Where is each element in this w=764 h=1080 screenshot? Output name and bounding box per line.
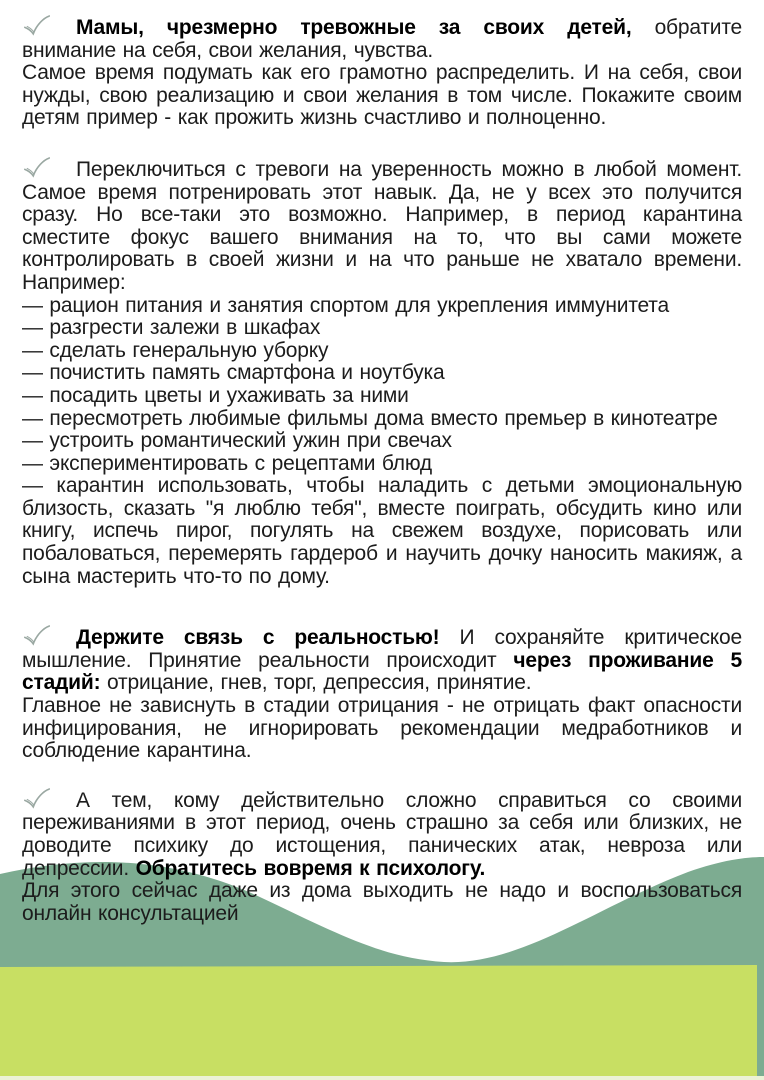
check-icon: [22, 624, 76, 647]
paragraph-moms: [22, 14, 742, 130]
check-icon: [22, 156, 76, 179]
paragraph-psychologist: [22, 787, 742, 926]
reality-bold-stages: через проживание 5 стадий:: [22, 648, 742, 695]
reality-tail: отрицание, гнев, торг, депрессия, принятие.: [100, 671, 532, 695]
check-icon: [22, 14, 76, 37]
psychologist-lead: А тем, кому действительно сложно справиться со своими переживаниями в этот период, очень страшно за себя или близких, не доводите психику до истощения, панических атак, невроза или депрессии.: [22, 788, 742, 880]
list-item: — устроить романтический ужин при свечах: [22, 429, 452, 453]
list-item: — сделать генеральную уборку: [22, 338, 329, 362]
psychologist-lead-bold: Обратитесь вовремя к психологу.: [135, 856, 486, 880]
moms-lead-bold: Мамы, чрезмерно тревожные за своих детей,: [76, 16, 655, 39]
paragraph-switch-focus: [22, 156, 742, 588]
reality-lead-bold: Держите связь с реальностью!: [76, 626, 440, 650]
list-item: — карантин использовать, чтобы наладить с детьми эмоциональную близость, сказать "я люблю тебя", вместе поиграть, обсудить кино или книгу, испечь пирог, погулять на свежем воздухе, порисовать или побаловаться, перемерять гардероб и научить дочку наносить макияж, а сына мастерить что-то по дому.: [22, 474, 742, 588]
switch-intro: Переключиться с тревоги на уверенность можно в любой момент. Самое время потренировать этот навык. Да, не у всех это получится сразу. Но все-таки это возможно. Например, в период карантина сместите фокус вашего внимания на то, что вы сами можете контролировать в своей жизни и на что раньше не хватало времени. Например:: [22, 157, 742, 294]
psychologist-body: Для этого сейчас даже из дома выходить не надо и воспользоваться онлайн консультацией: [22, 879, 742, 925]
list-item: — пересмотреть любимые фильмы дома вместо премьер в кинотеатре: [22, 406, 718, 430]
reality-body: Главное не зависнуть в стадии отрицания - не отрицать факт опасности инфицирования, не игнорировать рекомендации медработников и соблюдение карантина.: [22, 694, 742, 763]
list-item: — разгрести залежи в шкафах: [22, 316, 321, 340]
chartreuse-band-shape: [0, 965, 757, 1076]
list-item: — экспериментировать с рецептами блюд: [22, 451, 432, 475]
paragraph-reality: [22, 624, 742, 763]
moms-body: Самое время подумать как его грамотно распределить. И на себя, свои нужды, свою реализацию и свои желания в том числе. Покажите своим детям пример - как прожить жизнь счастливо и полноценно.: [22, 61, 742, 130]
list-item: — посадить цветы и ухаживать за ними: [22, 383, 409, 407]
moms-lead-rest: обратите внимание на себя, свои желания, чувства.: [22, 16, 742, 62]
check-icon: [22, 787, 76, 810]
bottom-strip-shape: [0, 1076, 764, 1080]
list-item: — рацион питания и занятия спортом для укрепления иммунитета: [22, 293, 669, 317]
list-item: — почистить память смартфона и ноутбука: [22, 361, 445, 385]
reality-mid: И сохраняйте критическое мышление. Принятие реальности происходит: [22, 626, 742, 672]
